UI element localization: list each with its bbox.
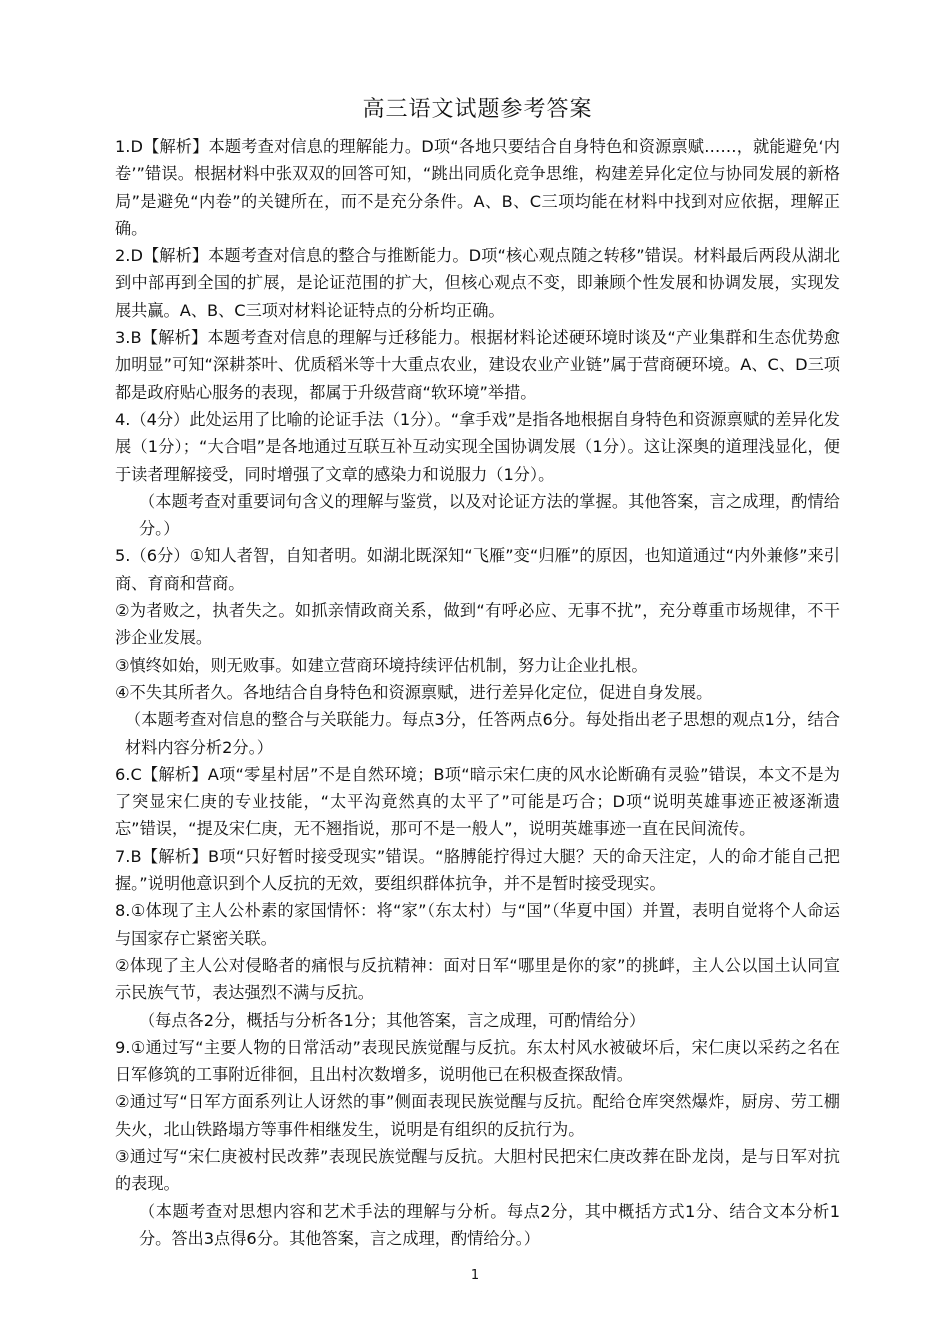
answer-4: 4.（4分）此处运用了比喻的论证手法（1分）。“拿手戏”是指各地根据自身特色和资源禀赋的差异化发展（1分）；“大合唱”是各地通过互联互补互动实现全国协调发展（1分）。这让深奥的道理浅显化，便于读者理解接受，同时增强了文章的感染力和说服力（1分）。: [115, 409, 840, 484]
answer-9: 9.①通过写“主要人物的日常活动”表现民族觉醒与反抗。东太村风水被破坏后，宋仁庚以采药之名在日军修筑的工事附近徘徊，且出村次数增多，说明他已在积极查探敌情。: [115, 1037, 840, 1085]
answer-2: 2.D【解析】本题考查对信息的整合与推断能力。D项“核心观点随之转移”错误。材料最后两段从湖北到中部再到全国的扩展，是论证范围的扩大，但核心观点不变，即兼顾个性发展和协调发展，实现发展共赢。A、B、C三项对材料论证特点的分析均正确。: [115, 246, 840, 320]
answer-8: 8.①体现了主人公朴素的家国情怀：将“家”（东太村）与“国”（华夏中国）并置，表明自觉将个人命运与国家存亡紧密关联。: [115, 901, 840, 948]
answer-5: 5.（6分）①知人者智，自知者明。如湖北既深知“飞雁”变“归雁”的原因，也知道通过“内外兼修”来引商、育商和营商。: [115, 546, 840, 593]
page-title: 高三语文试题参考答案: [362, 97, 593, 122]
answer-3: 3.B【解析】本题考查对信息的理解与迁移能力。根据材料论述硬环境时谈及“产业集群和生态优势愈加明显”可知“深耕茶叶、优质稻米等十大重点农业，建设农业产业链”属于营商硬环境。A、C、D三项都是政府贴心服务的表现，都属于升级营商“软环境”举措。: [115, 328, 840, 402]
answer-1: 1.D【解析】本题考查对信息的理解能力。D项“各地只要结合自身特色和资源禀赋……，就能避免‘内卷’”错误。根据材料中张双双的回答可知，“跳出同质化竞争思维，构建差异化定位与协同发展的新格局”是避免“内卷”的关键所在，而不是充分条件。A、B、C三项均能在材料中找到对应依据，理解正确。: [115, 137, 840, 238]
answer-9-point-2: ②通过写“日军方面系列让人讶然的事”侧面表现民族觉醒与反抗。配给仓库突然爆炸，厨房、劳工棚失火，北山铁路塌方等事件相继发生，说明是有组织的反抗行为。: [115, 1092, 840, 1139]
answer-9-point-3: ③通过写“宋仁庚被村民改葬”表现民族觉醒与反抗。大胆村民把宋仁庚改葬在卧龙岗，是与日军对抗的表现。: [115, 1146, 840, 1194]
answer-5-note: （本题考查对信息的整合与关联能力。每点3分，任答两点6分。每处指出老子思想的观点1分，结合材料内容分析2分。）: [125, 710, 840, 757]
page-number: 1: [470, 1268, 480, 1283]
answer-4-note: （本题考查对重要词句含义的理解与鉴赏，以及对论证方法的掌握。其他答案，言之成理，酌情给分。）: [139, 491, 840, 539]
answer-7: 7.B【解析】B项“只好暂时接受现实”错误。“胳膊能拧得过大腿？天的命天注定，人的命才能自己把握。”说明他意识到个人反抗的无效，要组织群体抗争，并不是暂时接受现实。: [115, 846, 840, 894]
answer-9-note: （本题考查对思想内容和艺术手法的理解与分析。每点2分，其中概括方式1分、结合文本分析1分。答出3点得6分。其他答案，言之成理，酌情给分。）: [139, 1201, 840, 1248]
answer-8-note: （每点各2分，概括与分析各1分；其他答案，言之成理，可酌情给分）: [139, 1010, 646, 1030]
answer-6: 6.C【解析】A项“零星村居”不是自然环境；B项“暗示宋仁庚的风水论断确有灵验”错误，本文不是为了突显宋仁庚的专业技能，“太平沟竟然真的太平了”可能是巧合；D项“说明英雄事迹正被逐渐遗忘”错误，“提及宋仁庚，无不翘指说，那可不是一般人”，说明英雄事迹一直在民间流传。: [115, 764, 840, 839]
answer-8-point-2: ②体现了主人公对侵略者的痛恨与反抗精神：面对日军“哪里是你的家”的挑衅，主人公以国土认同宣示民族气节，表达强烈不满与反抗。: [115, 955, 840, 1003]
answer-5-point-2: ②为者败之，执者失之。如抓亲情政商关系，做到“有呼必应、无事不扰”，充分尊重市场规律，不干涉企业发展。: [115, 601, 840, 648]
answer-5-point-4: ④不失其所者久。各地结合自身特色和资源禀赋，进行差异化定位，促进自身发展。: [115, 682, 713, 702]
answer-content: [115, 133, 840, 1252]
answer-5-point-3: ③慎终如始，则无败事。如建立营商环境持续评估机制，努力让企业扎根。: [115, 655, 648, 675]
